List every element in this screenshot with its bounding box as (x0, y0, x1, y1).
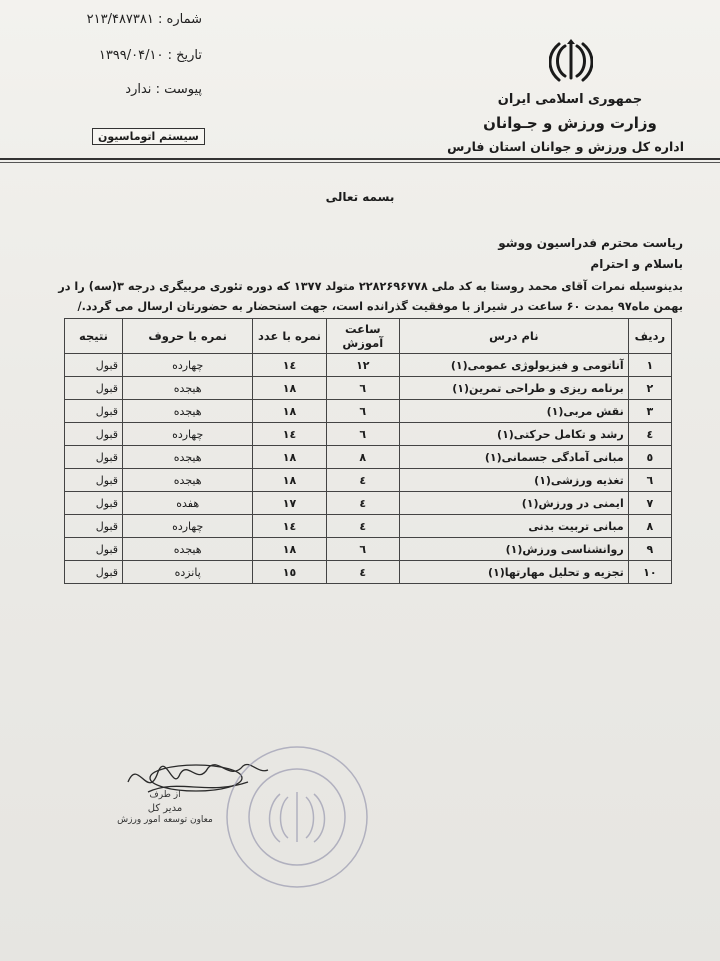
cell-grade-word: هیجده (123, 538, 253, 561)
cell-row: ۷ (628, 492, 671, 515)
cell-grade-num: ۱٤ (253, 354, 326, 377)
cell-row: ۱۰ (628, 561, 671, 584)
cell-row: ۹ (628, 538, 671, 561)
table-row (65, 561, 672, 584)
cell-result: قبول (65, 377, 123, 400)
table-row (65, 492, 672, 515)
number-label: شماره : (158, 12, 202, 27)
header-divider (0, 158, 720, 160)
official-seal-icon (222, 742, 372, 896)
cell-course: مبانی آمادگی جسمانی(۱) (399, 446, 628, 469)
cell-grade-num: ۱۸ (253, 400, 326, 423)
cell-grade-num: ۱۸ (253, 446, 326, 469)
table-row (65, 538, 672, 561)
org-ministry: وزارت ورزش و جـوانان (483, 114, 657, 132)
cell-grade-num: ۱۸ (253, 469, 326, 492)
cell-hours: ٤ (326, 492, 399, 515)
org-department: اداره کل ورزش و جوانان استان فارس (447, 139, 684, 154)
automation-system-stamp: سیستم اتوماسیون (92, 128, 205, 145)
cell-course: آناتومی و فیزیولوژی عمومی(۱) (399, 354, 628, 377)
cell-course: روانشناسی ورزش(۱) (399, 538, 628, 561)
cell-grade-word: چهارده (123, 423, 253, 446)
letter-date (70, 48, 202, 63)
table-row (65, 377, 672, 400)
cell-grade-word: هفده (123, 492, 253, 515)
cell-course: مبانی تربیت بدنی (399, 515, 628, 538)
cell-hours: ٦ (326, 423, 399, 446)
table-row (65, 446, 672, 469)
cell-hours: ۸ (326, 446, 399, 469)
cell-grade-num: ۱۸ (253, 538, 326, 561)
cell-grade-word: هیجده (123, 446, 253, 469)
cell-course: برنامه ریزی و طراحی تمرین(۱) (399, 377, 628, 400)
body-paragraph-line-2: بهمن ماه۹۷ بمدت ۶۰ ساعت در شیراز با موفقیت گذرانده است، جهت استحضار به حضورتان ارسال می گردد./ (77, 300, 683, 313)
cell-grade-word: پانزده (123, 561, 253, 584)
cell-hours: ٦ (326, 377, 399, 400)
letter-attachment (100, 82, 202, 97)
cell-course: نقش مربی(۱) (399, 400, 628, 423)
cell-grade-num: ۱٤ (253, 515, 326, 538)
cell-course: رشد و تکامل حرکتی(۱) (399, 423, 628, 446)
cell-hours: ٦ (326, 400, 399, 423)
cell-grade-word: چهارده (123, 515, 253, 538)
cell-result: قبول (65, 354, 123, 377)
cell-result: قبول (65, 492, 123, 515)
signature-director: مدیر کل (147, 803, 183, 814)
body-paragraph-line-1: بدینوسیله نمرات آقای محمد روستا به کد ملی ۲۲۸۲۶۹۶۷۷۸ متولد ۱۳۷۷ که دوره تئوری مربیگری درجه ۳(سه) را در (58, 280, 683, 293)
header-divider-thin (0, 162, 720, 163)
table-header-row (65, 319, 672, 354)
attachment-label: پیوست : (155, 82, 202, 97)
cell-hours: ۱۲ (326, 354, 399, 377)
table-row (65, 423, 672, 446)
grades-table (64, 318, 672, 584)
header-grade-num: نمره با عدد (253, 319, 326, 354)
table-row (65, 400, 672, 423)
cell-result: قبول (65, 400, 123, 423)
cell-row: ٦ (628, 469, 671, 492)
greeting: باسلام و احترام (590, 257, 683, 271)
cell-hours: ٤ (326, 561, 399, 584)
date-value: ۱۳۹۹/۰۴/۱۰ (98, 48, 164, 63)
cell-course: تجزیه و تحلیل مهارتها(۱) (399, 561, 628, 584)
cell-result: قبول (65, 446, 123, 469)
cell-result: قبول (65, 538, 123, 561)
date-label: تاریخ : (167, 48, 202, 63)
signature-on-behalf: از طرف (149, 790, 181, 800)
header-row: ردیف (628, 319, 671, 354)
cell-grade-num: ۱۷ (253, 492, 326, 515)
table-row (65, 469, 672, 492)
org-country: جمهوری اسلامی ایران (497, 92, 643, 107)
header-grade-word: نمره با حروف (123, 319, 253, 354)
cell-hours: ٦ (326, 538, 399, 561)
cell-row: ۱ (628, 354, 671, 377)
cell-row: ۳ (628, 400, 671, 423)
cell-grade-word: هیجده (123, 469, 253, 492)
cell-row: ٥ (628, 446, 671, 469)
letter-number (60, 12, 202, 27)
cell-hours: ٤ (326, 469, 399, 492)
header-hours: ساعت آموزش (326, 319, 399, 354)
cell-grade-word: چهارده (123, 354, 253, 377)
cell-course: ایمنی در ورزش(۱) (399, 492, 628, 515)
cell-course: تغذیه ورزشی(۱) (399, 469, 628, 492)
number-value: ۲۱۳/۴۸۷۳۸۱ (86, 12, 154, 27)
cell-result: قبول (65, 469, 123, 492)
header-result: نتیجه (65, 319, 123, 354)
cell-grade-num: ۱۸ (253, 377, 326, 400)
signature-deputy: معاون توسعه امور ورزش (117, 815, 213, 825)
attachment-value: ندارد (125, 82, 152, 97)
cell-grade-num: ۱٤ (253, 423, 326, 446)
cell-grade-word: هیجده (123, 400, 253, 423)
cell-hours: ٤ (326, 515, 399, 538)
table-row (65, 515, 672, 538)
cell-result: قبول (65, 561, 123, 584)
invocation: بسمه تعالی (325, 190, 395, 204)
header-course: نام درس (399, 319, 628, 354)
addressee: ریاست محترم فدراسیون ووشو (498, 236, 683, 250)
cell-result: قبول (65, 423, 123, 446)
cell-grade-word: هیجده (123, 377, 253, 400)
cell-row: ۸ (628, 515, 671, 538)
cell-row: ۲ (628, 377, 671, 400)
cell-row: ٤ (628, 423, 671, 446)
iran-emblem-icon (549, 38, 593, 84)
table-row (65, 354, 672, 377)
cell-result: قبول (65, 515, 123, 538)
cell-grade-num: ۱٥ (253, 561, 326, 584)
